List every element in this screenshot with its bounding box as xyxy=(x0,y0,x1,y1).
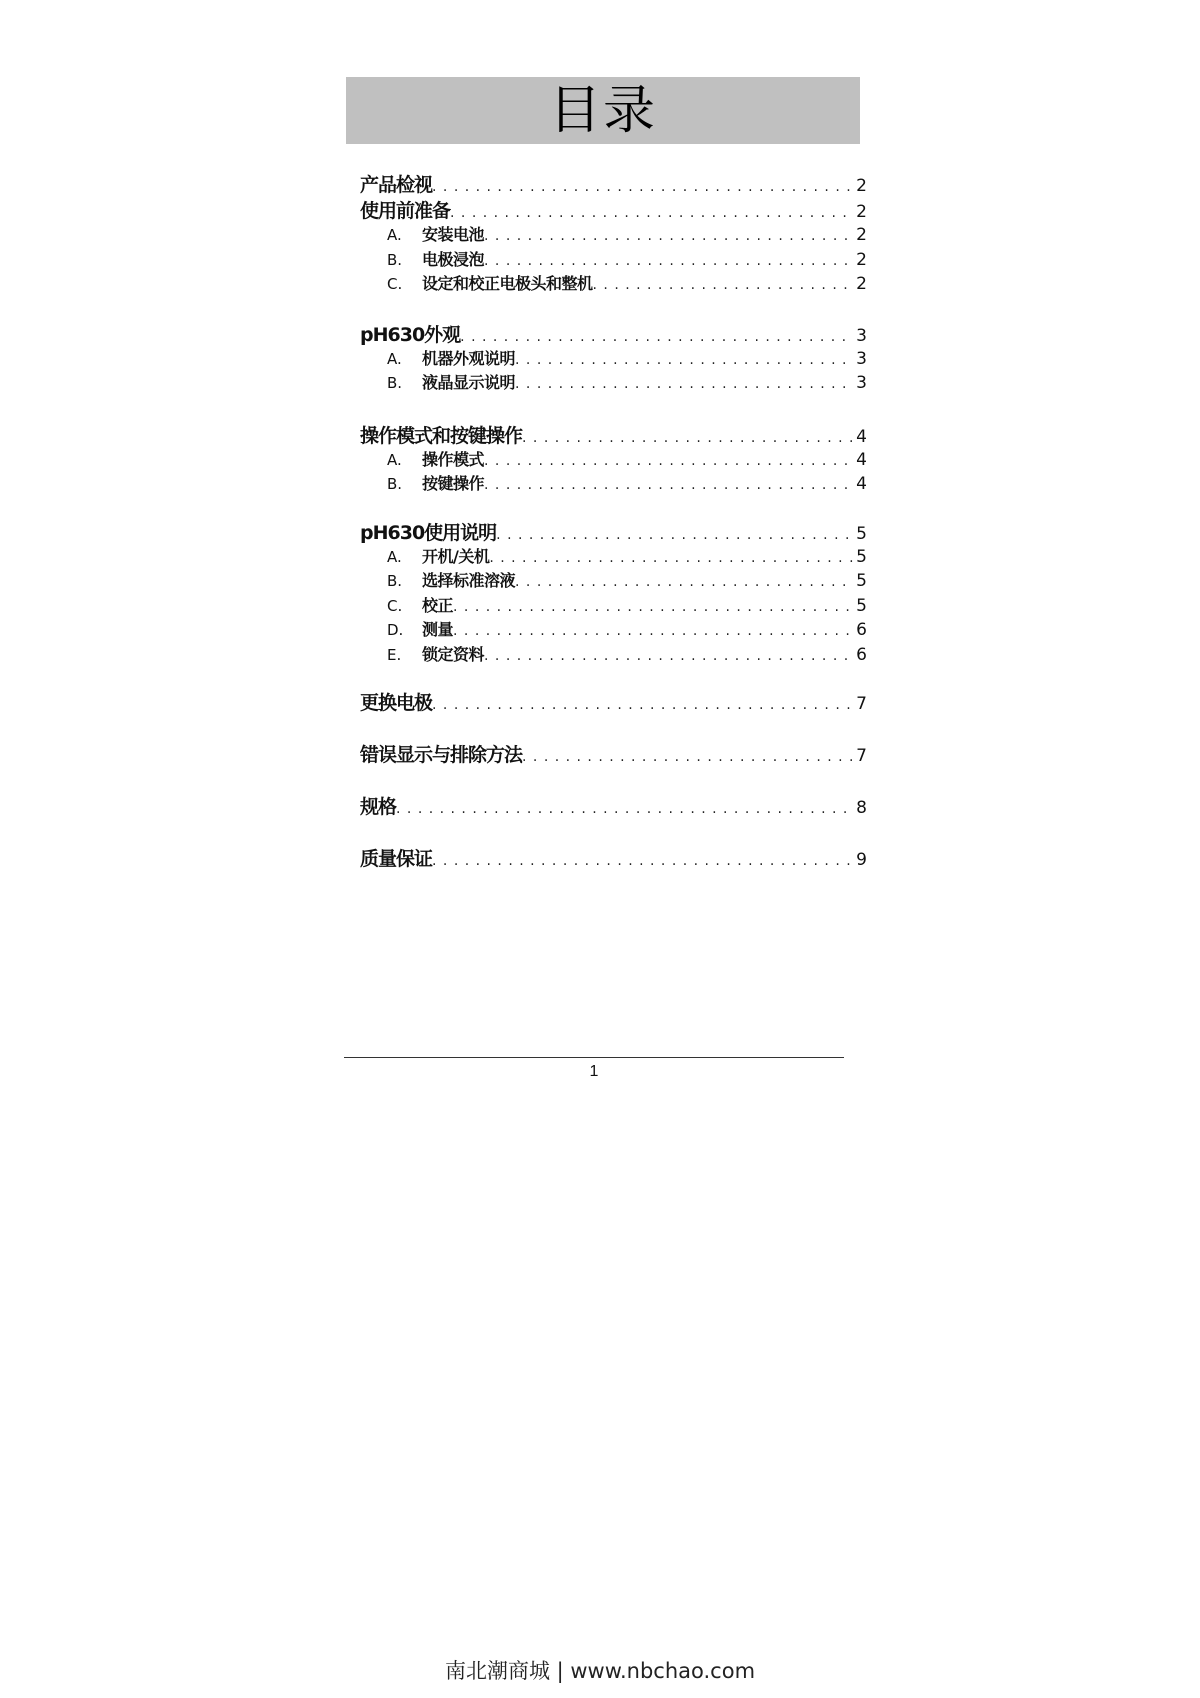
toc-title-banner xyxy=(346,77,860,144)
toc-entry-usage[interactable] xyxy=(360,518,867,544)
toc-leader xyxy=(522,430,854,446)
toc-subentry-letter: B. xyxy=(387,374,403,392)
toc-subentry-select-buffer[interactable] xyxy=(360,568,867,593)
toc-subentry-power-on-off[interactable] xyxy=(360,544,867,569)
toc-entry-label: 操作模式和按键操作 xyxy=(360,424,523,447)
toc-subentry-page: 2 xyxy=(856,274,867,294)
toc-subentry-key-operation[interactable] xyxy=(360,471,867,496)
site-footer: 南北潮商城 | www.nbchao.com xyxy=(444,1659,756,1683)
toc-leader xyxy=(453,623,854,639)
toc-subentry-lcd-display[interactable] xyxy=(360,370,867,395)
toc-entry-errors-troubleshooting[interactable] xyxy=(360,740,867,766)
toc-leader xyxy=(593,277,855,293)
toc-entry-preparation[interactable] xyxy=(360,196,867,222)
toc-subentry-label: 机器外观说明 xyxy=(422,348,516,368)
toc-entry-appearance[interactable] xyxy=(360,320,867,346)
toc-leader xyxy=(522,749,854,765)
toc-subentry-label: 电极浸泡 xyxy=(422,249,485,269)
toc-entry-replace-electrode[interactable] xyxy=(360,688,867,714)
toc-leader xyxy=(453,599,854,615)
toc-leader xyxy=(515,574,854,590)
toc-leader xyxy=(489,550,854,566)
toc-subentry-letter: D. xyxy=(387,621,404,639)
toc-leader xyxy=(484,477,854,493)
toc-subentry-letter: B. xyxy=(387,572,403,590)
toc-leader xyxy=(450,205,854,221)
toc-leader xyxy=(432,179,854,195)
toc-subentry-page: 2 xyxy=(856,225,867,245)
toc-entry-page: 4 xyxy=(856,426,867,447)
toc-entry-label: 更换电极 xyxy=(360,692,433,714)
page-divider xyxy=(344,1057,844,1058)
toc-title: 目录 xyxy=(548,80,657,141)
toc-entry-label: 规格 xyxy=(360,796,397,818)
toc-entry-page: 7 xyxy=(856,746,867,766)
toc-entry-page: 5 xyxy=(856,523,867,544)
toc-entry-warranty[interactable] xyxy=(360,844,867,870)
toc-entry-page: 2 xyxy=(856,202,867,222)
toc-subentry-calibration[interactable] xyxy=(360,593,867,618)
toc-subentry-letter: C. xyxy=(387,275,403,293)
toc-subentry-install-battery[interactable] xyxy=(360,222,867,247)
toc-subentry-measurement[interactable] xyxy=(360,617,867,642)
toc-subentry-page: 2 xyxy=(856,249,867,270)
toc-subentry-letter: B. xyxy=(387,250,403,269)
toc-leader xyxy=(484,648,854,664)
toc-subentry-page: 4 xyxy=(856,449,867,470)
toc-leader xyxy=(396,801,854,817)
toc-subentry-letter: E. xyxy=(387,645,402,664)
toc-subentry-label: 安装电池 xyxy=(422,225,485,244)
toc-subentry-label: 液晶显示说明 xyxy=(422,373,516,392)
toc-subentry-letter: A. xyxy=(387,226,402,244)
toc-subentry-label: 设定和校正电极头和整机 xyxy=(422,274,593,293)
toc-subentry-page: 5 xyxy=(856,595,867,616)
toc-subentry-label: 选择标准溶液 xyxy=(422,571,516,590)
toc-leader xyxy=(496,527,854,543)
toc-subentry-page: 5 xyxy=(856,571,867,591)
toc-subentry-letter: B. xyxy=(387,475,403,493)
toc-subentry-letter: A. xyxy=(387,547,402,566)
toc-subentry-page: 3 xyxy=(856,373,867,393)
toc-subentry-operation-mode[interactable] xyxy=(360,447,867,472)
toc-leader xyxy=(484,453,854,469)
toc-entry-page: 8 xyxy=(856,798,867,818)
toc-subentry-letter: C. xyxy=(387,596,403,615)
toc-subentry-letter: A. xyxy=(387,450,402,469)
toc-subentry-label: 锁定资料 xyxy=(422,644,485,664)
toc-subentry-page: 4 xyxy=(856,474,867,494)
page-number: 1 xyxy=(589,1063,599,1080)
toc-subentry-machine-appearance[interactable] xyxy=(360,346,867,371)
toc-leader xyxy=(484,253,854,269)
toc-subentry-label: 操作模式 xyxy=(422,449,485,469)
toc-entry-label: 产品检视 xyxy=(360,174,433,196)
toc-subentry-page: 6 xyxy=(856,620,867,640)
toc-subentry-label: 测量 xyxy=(422,620,454,639)
toc-subentry-page: 5 xyxy=(856,546,867,567)
toc-leader xyxy=(432,697,854,713)
toc-subentry-label: 按键操作 xyxy=(422,474,485,493)
toc-subentry-setup-calibrate[interactable] xyxy=(360,271,867,296)
toc-entry-label: 质量保证 xyxy=(360,848,433,870)
toc-subentry-label: 开机/关机 xyxy=(422,546,490,566)
toc-entry-specifications[interactable] xyxy=(360,792,867,818)
toc-subentry-label: 校正 xyxy=(422,595,454,615)
toc-entry-label: pH630外观 xyxy=(360,323,461,346)
toc-entry-page: 3 xyxy=(856,325,867,346)
toc-leader xyxy=(460,329,854,345)
toc-entry-label: pH630使用说明 xyxy=(360,521,497,544)
toc-entry-page: 2 xyxy=(856,176,867,196)
toc-entry-label: 错误显示与排除方法 xyxy=(360,744,523,766)
toc-subentry-letter: A. xyxy=(387,349,402,368)
table-of-contents xyxy=(360,170,867,870)
toc-subentry-electrode-soak[interactable] xyxy=(360,247,867,272)
toc-leader xyxy=(515,352,854,368)
toc-entry-label: 使用前准备 xyxy=(360,200,451,222)
toc-entry-page: 9 xyxy=(856,850,867,870)
toc-entry-modes-keys[interactable] xyxy=(360,421,867,447)
toc-subentry-data-lock[interactable] xyxy=(360,642,867,667)
toc-subentry-page: 6 xyxy=(856,644,867,665)
toc-subentry-page: 3 xyxy=(856,348,867,369)
toc-leader xyxy=(484,228,854,244)
toc-leader xyxy=(515,376,854,392)
toc-entry-product-inspection[interactable] xyxy=(360,170,867,196)
toc-leader xyxy=(432,853,854,869)
toc-entry-page: 7 xyxy=(856,694,867,714)
